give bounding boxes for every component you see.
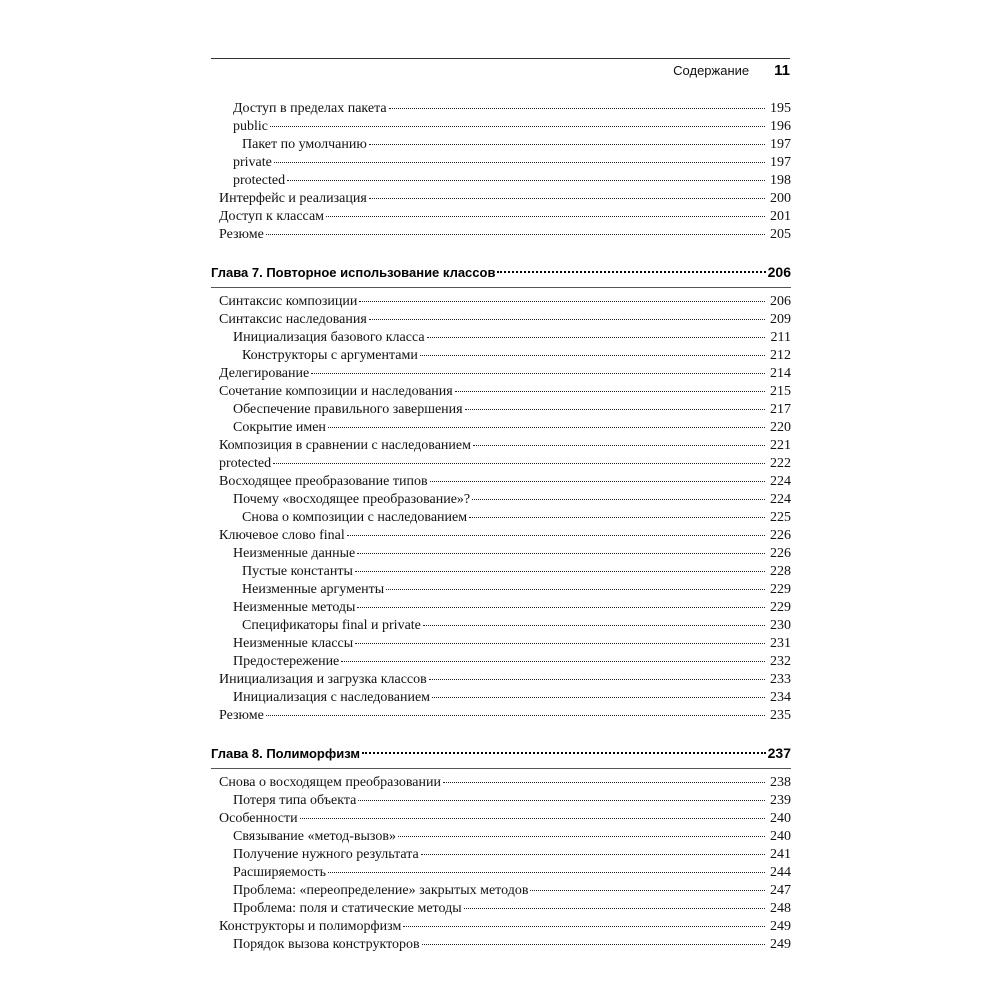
toc-entry-title: Почему «восходящее преобразование»? (233, 492, 471, 507)
toc-entry-title: Неизменные классы (233, 636, 354, 651)
dot-leader (357, 553, 765, 554)
dot-leader (273, 463, 765, 464)
toc-entry-page: 214 (770, 366, 791, 381)
toc-entry (211, 635, 791, 653)
toc-entry-page: 228 (770, 564, 791, 579)
header-rule (211, 58, 790, 59)
dot-leader (358, 800, 765, 801)
toc-entry (211, 527, 791, 545)
toc-entry-title: Доступ к классам (219, 209, 325, 224)
dot-leader (369, 319, 765, 320)
dot-leader (355, 571, 765, 572)
toc-entry-page: 220 (770, 420, 791, 435)
toc-entry-title: Неизменные методы (233, 600, 356, 615)
toc-entry-title: Обеспечение правильного завершения (233, 402, 463, 417)
toc-entry-title: Сочетание композиции и наследования (219, 384, 453, 399)
toc-entry-title: Снова о восходящем преобразовании (219, 775, 441, 790)
toc-entry-page: 238 (770, 775, 791, 790)
dot-leader (270, 126, 765, 127)
toc-entry-title: Конструкторы с аргументами (242, 348, 418, 363)
toc-entry-title: Доступ в пределах пакета (233, 101, 387, 116)
toc-entry-page: 196 (770, 119, 791, 134)
dot-leader (398, 836, 765, 837)
toc-entry-page: 215 (770, 384, 791, 399)
dot-leader (473, 445, 765, 446)
toc-entry-page: 225 (770, 510, 791, 525)
toc-entry-page: 249 (770, 919, 791, 934)
toc-entry (211, 154, 791, 172)
toc-entry-page: 200 (770, 191, 791, 206)
toc-entry-title: Сокрытие имен (233, 420, 326, 435)
toc-entry-page: 201 (770, 209, 791, 224)
toc-entry-page: 195 (770, 101, 791, 116)
toc-entry (211, 882, 791, 900)
dot-leader (422, 944, 765, 945)
dot-leader (423, 625, 765, 626)
toc-entry-title: Порядок вызова конструкторов (233, 937, 420, 952)
toc-entry-title: Конструкторы и полиморфизм (219, 919, 402, 934)
toc-entry (211, 491, 791, 509)
toc-entry-page: 240 (770, 811, 791, 826)
toc-entry-title: Предостережение (233, 654, 340, 669)
toc-entry (211, 208, 791, 226)
dot-leader (347, 535, 765, 536)
table-of-contents (211, 100, 791, 954)
dot-leader (287, 180, 765, 181)
toc-entry-title: Синтаксис композиции (219, 294, 358, 309)
toc-entry-title: Получение нужного результата (233, 847, 419, 862)
toc-entry (211, 136, 791, 154)
toc-entry-page: 235 (770, 708, 791, 723)
toc-entry-page: 234 (770, 690, 791, 705)
toc-entry (211, 311, 791, 329)
toc-entry-page: 211 (770, 330, 791, 345)
toc-entry-page: 226 (770, 546, 791, 561)
toc-entry (211, 599, 791, 617)
dot-leader (300, 818, 765, 819)
dot-leader (420, 355, 765, 356)
toc-entry-page: 239 (770, 793, 791, 808)
toc-entry (211, 100, 791, 118)
toc-entry (211, 810, 791, 828)
toc-entry-title: Снова о композиции с наследованием (242, 510, 468, 525)
toc-entry-page: 248 (770, 901, 791, 916)
dot-leader (355, 643, 765, 644)
dot-leader (455, 391, 765, 392)
chapter-title: Глава 8. Полиморфизм (211, 746, 360, 761)
toc-entry (211, 563, 791, 581)
toc-entry-title: Пакет по умолчанию (242, 137, 367, 152)
toc-entry (211, 581, 791, 599)
toc-entry (211, 774, 791, 792)
toc-entry-title: Ключевое слово final (219, 528, 345, 543)
toc-entry-title: protected (233, 173, 286, 188)
toc-entry-title: Резюме (219, 227, 264, 242)
dot-leader (430, 481, 765, 482)
running-head (600, 62, 790, 82)
toc-entry (211, 792, 791, 810)
toc-entry-title: public (233, 119, 268, 134)
chapter-page: 206 (767, 264, 791, 280)
toc-entry (211, 226, 791, 244)
toc-entry-title: Резюме (219, 708, 264, 723)
toc-entry-title: Неизменные данные (233, 546, 356, 561)
dot-leader (389, 108, 765, 109)
toc-entry-title: Инициализация и загрузка классов (219, 672, 427, 687)
toc-entry-title: Проблема: «переопределение» закрытых методов (233, 883, 529, 898)
toc-entry-title: Неизменные аргументы (242, 582, 385, 597)
toc-entry (211, 864, 791, 882)
toc-entry-page: 249 (770, 937, 791, 952)
dot-leader (530, 890, 765, 891)
dot-leader (362, 752, 766, 754)
dot-leader (497, 271, 765, 273)
toc-entry-page: 231 (770, 636, 791, 651)
dot-leader (432, 697, 765, 698)
toc-entry-page: 197 (770, 137, 791, 152)
toc-entry-page: 198 (770, 173, 791, 188)
toc-entry-title: private (233, 155, 272, 170)
toc-entry-title: Восходящее преобразование типов (219, 474, 428, 489)
toc-entry (211, 437, 791, 455)
dot-leader (328, 427, 765, 428)
dot-leader (274, 162, 765, 163)
toc-entry-title: Синтаксис наследования (219, 312, 367, 327)
dot-leader (472, 499, 765, 500)
toc-entry-page: 212 (770, 348, 791, 363)
toc-entry-page: 221 (770, 438, 791, 453)
chapter-page: 237 (767, 745, 791, 761)
toc-entry-page: 247 (770, 883, 791, 898)
dot-leader (421, 854, 765, 855)
chapter-heading (211, 743, 791, 769)
running-title: Содержание (673, 63, 750, 78)
toc-entry (211, 653, 791, 671)
toc-entry-page: 217 (770, 402, 791, 417)
toc-entry (211, 347, 791, 365)
toc-entry-page: 206 (770, 294, 791, 309)
toc-entry (211, 707, 791, 725)
toc-entry (211, 689, 791, 707)
dot-leader (328, 872, 765, 873)
toc-entry-title: Инициализация с наследованием (233, 690, 431, 705)
toc-entry (211, 509, 791, 527)
toc-entry-page: 224 (770, 492, 791, 507)
toc-entry-page: 209 (770, 312, 791, 327)
toc-entry-page: 222 (770, 456, 791, 471)
toc-entry (211, 828, 791, 846)
dot-leader (465, 409, 765, 410)
toc-entry-page: 232 (770, 654, 791, 669)
toc-entry-page: 233 (770, 672, 791, 687)
toc-entry-title: Потеря типа объекта (233, 793, 357, 808)
toc-entry (211, 455, 791, 473)
dot-leader (326, 216, 765, 217)
toc-entry-title: Особенности (219, 811, 298, 826)
chapter-title: Глава 7. Повторное использование классов (211, 265, 496, 280)
dot-leader (357, 607, 765, 608)
toc-entry-page: 241 (770, 847, 791, 862)
dot-leader (429, 679, 765, 680)
dot-leader (443, 782, 765, 783)
toc-entry-page: 205 (770, 227, 791, 242)
toc-entry (211, 383, 791, 401)
toc-entry (211, 846, 791, 864)
toc-entry (211, 671, 791, 689)
dot-leader (359, 301, 765, 302)
toc-entry-title: Инициализация базового класса (233, 330, 425, 345)
toc-entry-page: 229 (770, 600, 791, 615)
toc-entry-title: Проблема: поля и статические методы (233, 901, 462, 916)
dot-leader (266, 234, 765, 235)
toc-entry-title: Композиция в сравнении с наследованием (219, 438, 471, 453)
toc-entry-title: Связывание «метод-вызов» (233, 829, 396, 844)
toc-entry-title: Интерфейс и реализация (219, 191, 367, 206)
toc-entry (211, 401, 791, 419)
dot-leader (369, 144, 765, 145)
dot-leader (427, 337, 765, 338)
toc-entry-page: 224 (770, 474, 791, 489)
toc-entry (211, 918, 791, 936)
toc-entry-page: 226 (770, 528, 791, 543)
toc-entry-title: Расширяемость (233, 865, 327, 880)
toc-entry (211, 365, 791, 383)
page-number: 11 (774, 62, 790, 79)
toc-entry (211, 900, 791, 918)
toc-entry (211, 419, 791, 437)
dot-leader (369, 198, 765, 199)
toc-entry-page: 240 (770, 829, 791, 844)
dot-leader (464, 908, 765, 909)
toc-entry-page: 229 (770, 582, 791, 597)
dot-leader (469, 517, 765, 518)
toc-entry (211, 617, 791, 635)
toc-entry-title: Делегирование (219, 366, 310, 381)
toc-entry-title: Пустые константы (242, 564, 353, 579)
dot-leader (386, 589, 765, 590)
dot-leader (311, 373, 765, 374)
toc-entry-title: Спецификаторы final и private (242, 618, 421, 633)
toc-entry-page: 230 (770, 618, 791, 633)
toc-entry-page: 197 (770, 155, 791, 170)
dot-leader (266, 715, 765, 716)
toc-entry (211, 545, 791, 563)
toc-entry (211, 118, 791, 136)
dot-leader (403, 926, 765, 927)
toc-entry (211, 190, 791, 208)
dot-leader (341, 661, 765, 662)
toc-entry (211, 936, 791, 954)
toc-entry (211, 172, 791, 190)
toc-entry (211, 329, 791, 347)
toc-entry (211, 473, 791, 491)
toc-entry-page: 244 (770, 865, 791, 880)
toc-entry (211, 293, 791, 311)
toc-entry-title: protected (219, 456, 272, 471)
chapter-heading (211, 262, 791, 288)
